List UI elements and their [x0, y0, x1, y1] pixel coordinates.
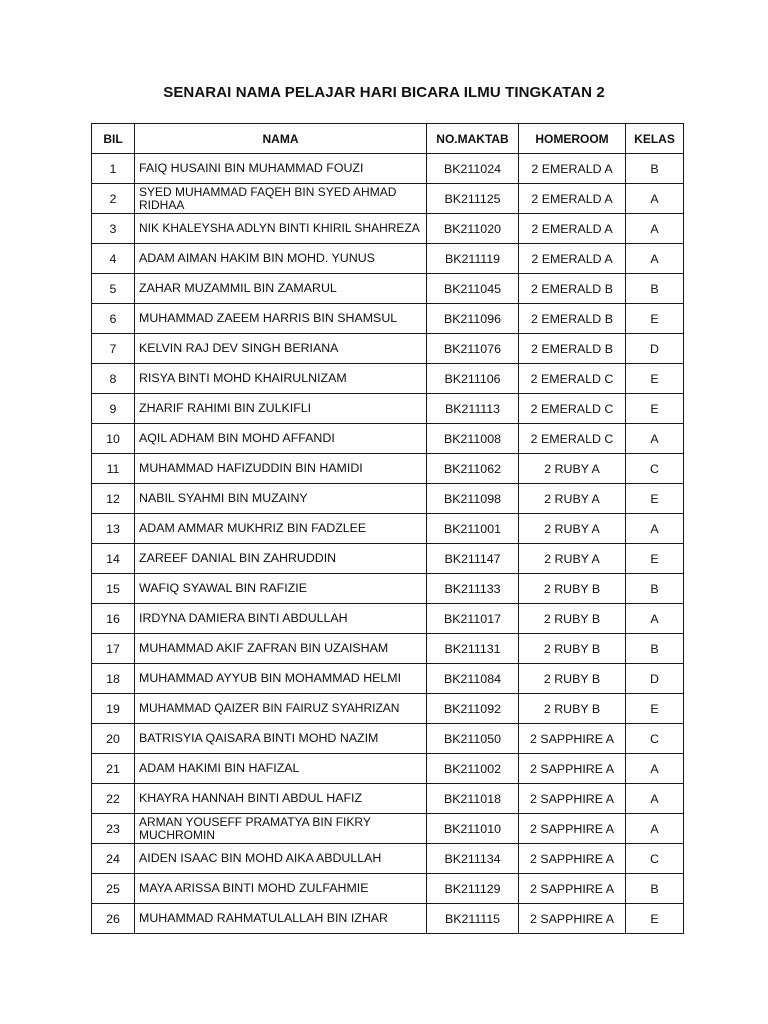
- cell-no-maktab: BK211134: [427, 844, 519, 874]
- cell-kelas: A: [626, 784, 684, 814]
- cell-homeroom: 2 EMERALD B: [519, 304, 626, 334]
- cell-kelas: A: [626, 184, 684, 214]
- cell-bil: 21: [92, 754, 135, 784]
- cell-bil: 7: [92, 334, 135, 364]
- cell-bil: 11: [92, 454, 135, 484]
- cell-bil: 18: [92, 664, 135, 694]
- cell-no-maktab: BK211010: [427, 814, 519, 844]
- cell-nama: MUHAMMAD AKIF ZAFRAN BIN UZAISHAM: [135, 634, 427, 664]
- cell-no-maktab: BK211119: [427, 244, 519, 274]
- cell-homeroom: 2 RUBY A: [519, 484, 626, 514]
- cell-kelas: E: [626, 694, 684, 724]
- cell-homeroom: 2 RUBY A: [519, 514, 626, 544]
- cell-homeroom: 2 SAPPHIRE A: [519, 724, 626, 754]
- table-row: [92, 784, 684, 814]
- cell-bil: 15: [92, 574, 135, 604]
- cell-nama: NABIL SYAHMI BIN MUZAINY: [135, 484, 427, 514]
- cell-no-maktab: BK211050: [427, 724, 519, 754]
- table-row: [92, 484, 684, 514]
- cell-nama: AIDEN ISAAC BIN MOHD AIKA ABDULLAH: [135, 844, 427, 874]
- cell-kelas: A: [626, 514, 684, 544]
- cell-nama: IRDYNA DAMIERA BINTI ABDULLAH: [135, 604, 427, 634]
- cell-kelas: A: [626, 604, 684, 634]
- cell-kelas: D: [626, 334, 684, 364]
- cell-bil: 2: [92, 184, 135, 214]
- cell-bil: 10: [92, 424, 135, 454]
- cell-homeroom: 2 RUBY B: [519, 664, 626, 694]
- cell-kelas: B: [626, 574, 684, 604]
- cell-no-maktab: BK211008: [427, 424, 519, 454]
- cell-bil: 5: [92, 274, 135, 304]
- cell-kelas: C: [626, 724, 684, 754]
- table-row: [92, 844, 684, 874]
- cell-homeroom: 2 SAPPHIRE A: [519, 784, 626, 814]
- cell-no-maktab: BK211045: [427, 274, 519, 304]
- cell-kelas: E: [626, 364, 684, 394]
- cell-bil: 14: [92, 544, 135, 574]
- table-row: [92, 544, 684, 574]
- cell-nama: ADAM AIMAN HAKIM BIN MOHD. YUNUS: [135, 244, 427, 274]
- cell-nama: MAYA ARISSA BINTI MOHD ZULFAHMIE: [135, 874, 427, 904]
- cell-nama: WAFIQ SYAWAL BIN RAFIZIE: [135, 574, 427, 604]
- table-row: [92, 514, 684, 544]
- cell-bil: 16: [92, 604, 135, 634]
- cell-bil: 23: [92, 814, 135, 844]
- cell-nama: MUHAMMAD AYYUB BIN MOHAMMAD HELMI: [135, 664, 427, 694]
- cell-homeroom: 2 EMERALD C: [519, 424, 626, 454]
- cell-bil: 19: [92, 694, 135, 724]
- cell-homeroom: 2 SAPPHIRE A: [519, 814, 626, 844]
- cell-kelas: A: [626, 754, 684, 784]
- cell-no-maktab: BK211084: [427, 664, 519, 694]
- cell-no-maktab: BK211106: [427, 364, 519, 394]
- cell-bil: 25: [92, 874, 135, 904]
- cell-bil: 17: [92, 634, 135, 664]
- table-row: [92, 334, 684, 364]
- cell-nama: KELVIN RAJ DEV SINGH BERIANA: [135, 334, 427, 364]
- cell-no-maktab: BK211133: [427, 574, 519, 604]
- table-row: [92, 394, 684, 424]
- cell-kelas: A: [626, 244, 684, 274]
- cell-nama: ZAHAR MUZAMMIL BIN ZAMARUL: [135, 274, 427, 304]
- cell-homeroom: 2 RUBY B: [519, 694, 626, 724]
- table-header: [92, 124, 684, 154]
- cell-no-maktab: BK211076: [427, 334, 519, 364]
- cell-kelas: A: [626, 424, 684, 454]
- student-list-table: [91, 123, 684, 934]
- cell-nama: KHAYRA HANNAH BINTI ABDUL HAFIZ: [135, 784, 427, 814]
- header-no-maktab: NO.MAKTAB: [427, 124, 519, 154]
- cell-kelas: B: [626, 154, 684, 184]
- table-row: [92, 424, 684, 454]
- cell-no-maktab: BK211001: [427, 514, 519, 544]
- table-row: [92, 874, 684, 904]
- cell-bil: 1: [92, 154, 135, 184]
- table-row: [92, 184, 684, 214]
- cell-nama: ARMAN YOUSEFF PRAMATYA BIN FIKRY MUCHROMIN: [135, 814, 427, 844]
- table-row: [92, 274, 684, 304]
- cell-bil: 3: [92, 214, 135, 244]
- cell-homeroom: 2 EMERALD A: [519, 154, 626, 184]
- table-row: [92, 724, 684, 754]
- cell-kelas: C: [626, 844, 684, 874]
- table-row: [92, 664, 684, 694]
- cell-homeroom: 2 RUBY B: [519, 604, 626, 634]
- cell-no-maktab: BK211024: [427, 154, 519, 184]
- cell-bil: 4: [92, 244, 135, 274]
- table-row: [92, 304, 684, 334]
- table-row: [92, 574, 684, 604]
- cell-no-maktab: BK211129: [427, 874, 519, 904]
- cell-kelas: A: [626, 814, 684, 844]
- cell-bil: 22: [92, 784, 135, 814]
- cell-homeroom: 2 RUBY A: [519, 544, 626, 574]
- cell-no-maktab: BK211147: [427, 544, 519, 574]
- cell-homeroom: 2 EMERALD C: [519, 394, 626, 424]
- cell-no-maktab: BK211115: [427, 904, 519, 934]
- cell-bil: 12: [92, 484, 135, 514]
- cell-kelas: E: [626, 304, 684, 334]
- table-row: [92, 814, 684, 844]
- table-row: [92, 214, 684, 244]
- cell-bil: 26: [92, 904, 135, 934]
- cell-no-maktab: BK211002: [427, 754, 519, 784]
- cell-no-maktab: BK211092: [427, 694, 519, 724]
- cell-kelas: E: [626, 904, 684, 934]
- cell-bil: 8: [92, 364, 135, 394]
- cell-homeroom: 2 SAPPHIRE A: [519, 874, 626, 904]
- cell-nama: SYED MUHAMMAD FAQEH BIN SYED AHMAD RIDHAA: [135, 184, 427, 214]
- cell-homeroom: 2 EMERALD C: [519, 364, 626, 394]
- cell-nama: MUHAMMAD ZAEEM HARRIS BIN SHAMSUL: [135, 304, 427, 334]
- header-bil: BIL: [92, 124, 135, 154]
- cell-bil: 20: [92, 724, 135, 754]
- cell-kelas: B: [626, 634, 684, 664]
- header-nama: NAMA: [135, 124, 427, 154]
- cell-bil: 9: [92, 394, 135, 424]
- cell-no-maktab: BK211113: [427, 394, 519, 424]
- cell-no-maktab: BK211018: [427, 784, 519, 814]
- cell-kelas: B: [626, 874, 684, 904]
- cell-bil: 6: [92, 304, 135, 334]
- table-body: [92, 154, 684, 934]
- cell-bil: 24: [92, 844, 135, 874]
- cell-nama: ADAM AMMAR MUKHRIZ BIN FADZLEE: [135, 514, 427, 544]
- cell-no-maktab: BK211125: [427, 184, 519, 214]
- cell-nama: MUHAMMAD QAIZER BIN FAIRUZ SYAHRIZAN: [135, 694, 427, 724]
- cell-nama: MUHAMMAD RAHMATULALLAH BIN IZHAR: [135, 904, 427, 934]
- cell-nama: AQIL ADHAM BIN MOHD AFFANDI: [135, 424, 427, 454]
- cell-homeroom: 2 SAPPHIRE A: [519, 754, 626, 784]
- cell-no-maktab: BK211020: [427, 214, 519, 244]
- cell-homeroom: 2 RUBY A: [519, 454, 626, 484]
- cell-kelas: E: [626, 544, 684, 574]
- cell-bil: 13: [92, 514, 135, 544]
- cell-no-maktab: BK211096: [427, 304, 519, 334]
- cell-homeroom: 2 RUBY B: [519, 574, 626, 604]
- cell-no-maktab: BK211017: [427, 604, 519, 634]
- table-row: [92, 604, 684, 634]
- cell-no-maktab: BK211062: [427, 454, 519, 484]
- table-row: [92, 364, 684, 394]
- header-row: [92, 124, 684, 154]
- cell-homeroom: 2 EMERALD A: [519, 184, 626, 214]
- cell-kelas: D: [626, 664, 684, 694]
- cell-homeroom: 2 EMERALD B: [519, 274, 626, 304]
- cell-nama: ZAREEF DANIAL BIN ZAHRUDDIN: [135, 544, 427, 574]
- cell-nama: BATRISYIA QAISARA BINTI MOHD NAZIM: [135, 724, 427, 754]
- cell-kelas: E: [626, 484, 684, 514]
- table-row: [92, 904, 684, 934]
- cell-homeroom: 2 EMERALD A: [519, 214, 626, 244]
- cell-nama: ADAM HAKIMI BIN HAFIZAL: [135, 754, 427, 784]
- table-row: [92, 694, 684, 724]
- cell-kelas: C: [626, 454, 684, 484]
- cell-nama: RISYA BINTI MOHD KHAIRULNIZAM: [135, 364, 427, 394]
- table-row: [92, 754, 684, 784]
- cell-kelas: E: [626, 394, 684, 424]
- cell-kelas: A: [626, 214, 684, 244]
- cell-homeroom: 2 EMERALD A: [519, 244, 626, 274]
- page-title: SENARAI NAMA PELAJAR HARI BICARA ILMU TINGKATAN 2: [163, 84, 605, 101]
- header-homeroom: HOMEROOM: [519, 124, 626, 154]
- header-kelas: KELAS: [626, 124, 684, 154]
- cell-nama: NIK KHALEYSHA ADLYN BINTI KHIRIL SHAHREZA: [135, 214, 427, 244]
- cell-nama: MUHAMMAD HAFIZUDDIN BIN HAMIDI: [135, 454, 427, 484]
- cell-nama: ZHARIF RAHIMI BIN ZULKIFLI: [135, 394, 427, 424]
- cell-kelas: B: [626, 274, 684, 304]
- table-row: [92, 454, 684, 484]
- cell-homeroom: 2 RUBY B: [519, 634, 626, 664]
- cell-homeroom: 2 SAPPHIRE A: [519, 904, 626, 934]
- cell-homeroom: 2 SAPPHIRE A: [519, 844, 626, 874]
- cell-no-maktab: BK211098: [427, 484, 519, 514]
- cell-homeroom: 2 EMERALD B: [519, 334, 626, 364]
- cell-nama: FAIQ HUSAINI BIN MUHAMMAD FOUZI: [135, 154, 427, 184]
- table-row: [92, 244, 684, 274]
- table-row: [92, 634, 684, 664]
- cell-no-maktab: BK211131: [427, 634, 519, 664]
- table-row: [92, 154, 684, 184]
